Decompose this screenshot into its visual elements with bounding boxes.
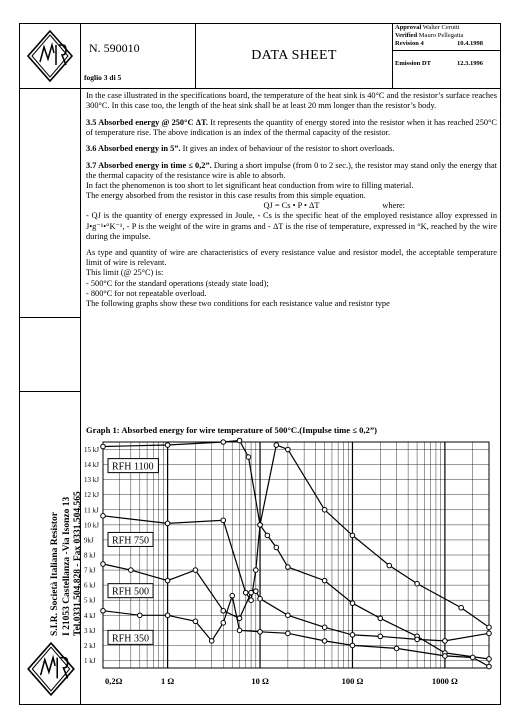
- sir-logo-icon: [26, 29, 74, 83]
- data-point: [322, 625, 327, 630]
- data-point: [221, 608, 226, 613]
- data-point: [443, 654, 448, 659]
- y-tick-label: 11 kJ: [84, 506, 99, 515]
- chart-series: [101, 438, 492, 669]
- section-3-5-title: 3.5 Absorbed energy @ 250°C ΔT.: [86, 117, 208, 127]
- section-3-7-p2: In fact the phenomenon is too short to let significant heat conduction from wire to filling material.: [86, 181, 414, 191]
- data-point: [221, 518, 226, 523]
- data-point: [237, 616, 242, 621]
- data-point: [394, 646, 399, 651]
- data-point: [322, 639, 327, 644]
- sheet-number: foglio 3 di 5: [84, 73, 122, 82]
- y-tick-label: 12 kJ: [84, 491, 99, 500]
- chart-grid: [103, 442, 489, 668]
- data-point: [243, 590, 248, 595]
- emission-date: 12.3.1996: [457, 60, 483, 67]
- margin-rule: [19, 391, 81, 392]
- limit-item-2: - 800°C for not repeatable overload.: [86, 288, 207, 298]
- data-point: [378, 616, 383, 621]
- margin-rule: [19, 317, 81, 318]
- verified-name: Mauro Pellegatta: [418, 32, 464, 39]
- data-point: [230, 593, 235, 598]
- data-point: [258, 523, 263, 528]
- data-point: [246, 455, 251, 460]
- data-point: [165, 443, 170, 448]
- limit-line: This limit (@ 25°C) is:: [86, 268, 164, 278]
- x-tick-label: 1 Ω: [161, 676, 175, 686]
- header-logo: [19, 23, 81, 89]
- series-labels: [108, 459, 158, 645]
- data-point: [470, 655, 475, 660]
- series-label: RFH 1100: [112, 461, 154, 473]
- doc-title: DATA SHEET: [196, 23, 393, 89]
- data-point: [237, 438, 242, 443]
- verified-label: Verified: [395, 32, 418, 39]
- series-label: RFH 500: [112, 586, 149, 598]
- section-3-6-text: It gives an index of behaviour of the resistor to short overloads.: [180, 144, 395, 154]
- graph-title: Graph 1: Absorbed energy for wire temperature of 500°C.(Impulse time ≤ 0,2”): [86, 425, 377, 435]
- data-point: [254, 589, 259, 594]
- sir-logo-bottom-icon: [26, 641, 76, 697]
- approval-block: [393, 23, 501, 89]
- y-tick-label: 1 kJ: [84, 656, 96, 665]
- equation-line: [86, 201, 497, 211]
- data-point: [165, 578, 170, 583]
- data-point: [101, 444, 106, 449]
- section-3-7-text: During a short impulse (from 0 to 2 sec.), the resistor may stand only the energy that the thermal capacity of the resistance wire is able to absorb.: [86, 160, 497, 181]
- data-point: [274, 545, 279, 550]
- y-tick-label: 13 kJ: [84, 476, 99, 485]
- data-point: [487, 631, 492, 636]
- data-point: [487, 657, 492, 662]
- company-phone: Tel.0331.504.828 - Fax 0331.504.565: [73, 491, 83, 636]
- x-tick-label: 0,2Ω: [105, 676, 123, 686]
- y-tick-label: 14 kJ: [84, 461, 99, 470]
- data-point: [378, 634, 383, 639]
- data-point: [129, 568, 134, 573]
- data-point: [165, 613, 170, 618]
- data-point: [101, 608, 106, 613]
- data-point: [459, 605, 464, 610]
- section-3-7-title: 3.7 Absorbed energy in time ≤ 0,2”.: [86, 160, 212, 170]
- y-tick-label: 6 kJ: [84, 581, 96, 590]
- data-point: [286, 565, 291, 570]
- y-tick-label: 8 kJ: [84, 551, 96, 560]
- equation-where: where:: [382, 201, 405, 211]
- y-tick-label: 4 kJ: [84, 611, 96, 620]
- data-point: [193, 619, 198, 624]
- data-point: [322, 578, 327, 583]
- section-3-7: [86, 161, 497, 181]
- series-line: [103, 564, 489, 641]
- data-point: [209, 639, 214, 644]
- section-3-6-title: 3.6 Absorbed energy in 5”.: [86, 144, 181, 154]
- graphs-intro: The following graphs show these two conditions for each resistance value and resistor type: [86, 298, 390, 308]
- equation: QJ = Cs • P • ΔT: [263, 201, 320, 211]
- y-tick-label: 15 kJ: [84, 446, 99, 455]
- emission-label: Emission DT: [395, 60, 431, 67]
- section-3-6: [86, 144, 497, 154]
- data-point: [193, 568, 198, 573]
- data-point: [265, 533, 270, 538]
- section-3-5-text: It represents the quantity of energy stored into the resistor when it has reached 250°C of temperature rise. The above indication is an index of the thermal capacity of the resistor.: [86, 117, 497, 137]
- doc-number: N. 590010: [89, 41, 140, 55]
- data-point: [254, 568, 259, 573]
- y-tick-label: 2 kJ: [84, 641, 96, 650]
- data-point: [237, 628, 242, 633]
- wire-type-paragraph: As type and quantity of wire are characteristics of every resistance value and resistor model, the acceptable temperature limit of wire is relevant.: [86, 248, 497, 268]
- y-tick-labels: [84, 446, 99, 665]
- data-point: [350, 533, 355, 538]
- series-line: [103, 596, 489, 667]
- body-text: [86, 91, 497, 309]
- section-3-7-p3: The energy absorbed from the resistor in this case results from this simple equation.: [86, 191, 366, 201]
- company-address: [50, 491, 85, 636]
- energy-chart: [83, 436, 495, 692]
- x-tick-label: 10 Ω: [251, 676, 269, 686]
- data-point: [350, 643, 355, 648]
- data-point: [286, 447, 291, 452]
- data-point: [258, 596, 263, 601]
- section-3-7-p4: - QJ is the quantity of energy expressed in Joule, - Cs is the specific heat of the employed resistance alloy expressed in J•g⁻¹•°K⁻¹, - P is the weight of the wire in grams and - ΔT is the rise of temperature, expressed in °K, reached by the wire during the impulse.: [86, 211, 497, 241]
- data-point: [137, 613, 142, 618]
- series-label: RFH 750: [112, 535, 149, 547]
- y-tick-label: 3 kJ: [84, 626, 96, 635]
- y-tick-label: 5 kJ: [84, 596, 96, 605]
- doc-number-cell: [81, 23, 196, 89]
- y-tick-label: 10 kJ: [84, 521, 99, 530]
- limit-item-1: - 500°C for the standard operations (steady state load);: [86, 278, 269, 288]
- data-point: [249, 598, 254, 603]
- approval-label: Approval: [395, 24, 422, 31]
- approval-name: Walter Cerutti: [422, 24, 460, 31]
- y-tick-label: 7 kJ: [84, 566, 96, 575]
- data-point: [286, 631, 291, 636]
- series-line: [103, 441, 489, 628]
- data-point: [286, 613, 291, 618]
- x-tick-label: 100 Ω: [341, 676, 364, 686]
- data-point: [249, 590, 254, 595]
- revision-date: 10.4.1998: [457, 40, 483, 47]
- x-tick-labels: [105, 676, 458, 686]
- y-tick-label: 9kJ: [84, 536, 94, 545]
- revision-label: Revision 4: [395, 40, 424, 47]
- data-point: [258, 630, 263, 635]
- section-3-5: [86, 118, 497, 138]
- data-point: [322, 508, 327, 513]
- intro-paragraph: In the case illustrated in the specifications board, the temperature of the heat sink is 40°C and the resistor’s surface reaches 300°C. In this case too, the length of the heat sink shall be at least 20 mm longer than the resistor’s body.: [86, 91, 497, 111]
- company-name: S.I.R. Società Italiana Resistor: [50, 511, 60, 636]
- series-line: [103, 516, 489, 659]
- data-point: [443, 639, 448, 644]
- data-point: [487, 664, 492, 669]
- data-point: [274, 443, 279, 448]
- data-point: [415, 581, 420, 586]
- data-point: [350, 601, 355, 606]
- data-point: [487, 625, 492, 630]
- data-point: [101, 514, 106, 519]
- data-point: [165, 521, 170, 526]
- data-point: [101, 562, 106, 567]
- data-point: [387, 563, 392, 568]
- data-point: [415, 637, 420, 642]
- company-street: I 21053 Castellanza -Via Isonzo 13: [61, 496, 72, 636]
- series-label: RFH 350: [112, 633, 149, 645]
- data-point: [221, 440, 226, 445]
- x-tick-label: 1000 Ω: [431, 676, 458, 686]
- data-point: [350, 633, 355, 638]
- data-point: [221, 621, 226, 626]
